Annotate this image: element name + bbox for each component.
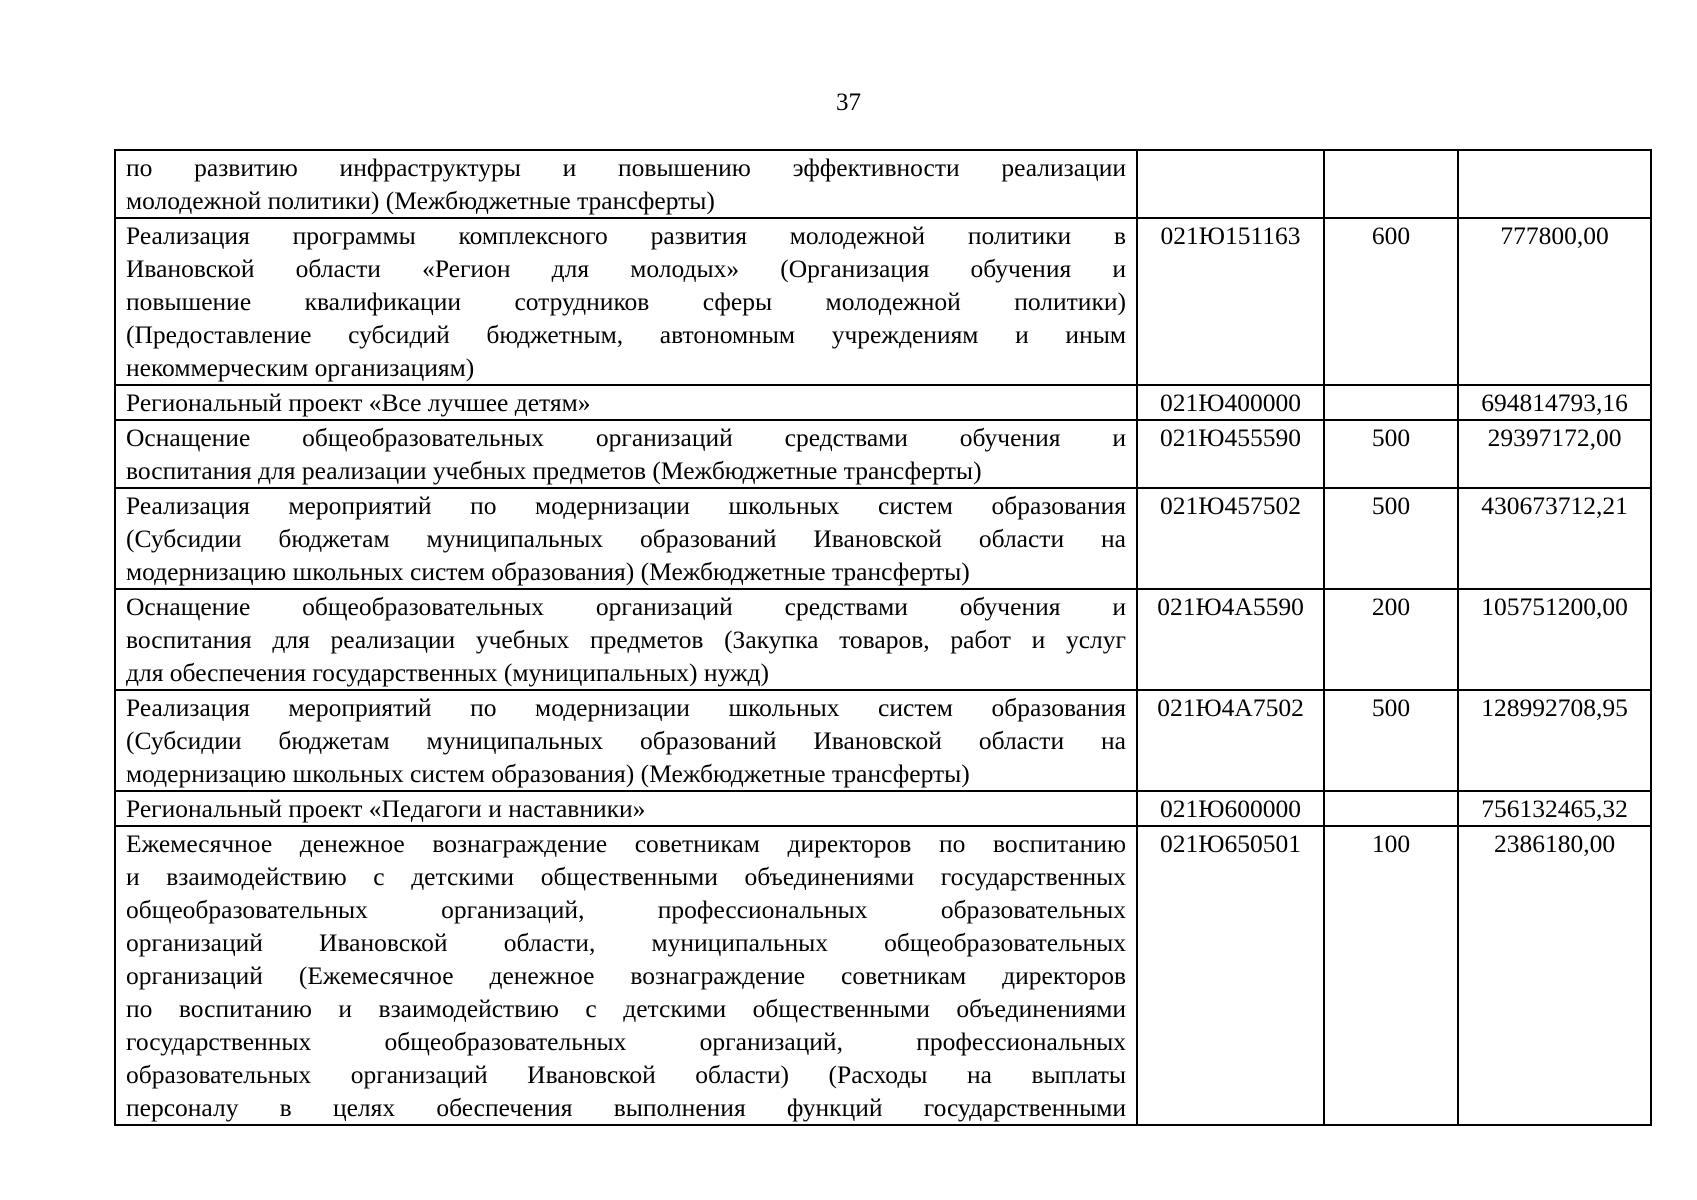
expense-description-cell	[115, 420, 1137, 488]
expense-description-line: повышение квалификации сотрудников сферы молодежной политики)	[126, 287, 1126, 316]
expense-description-line: молодежной политики) (Межбюджетные трансферты)	[126, 186, 715, 215]
table-row	[115, 385, 1651, 420]
table-row	[115, 420, 1651, 488]
target-article-code-cell: 021Ю151163	[1137, 218, 1324, 385]
expense-description-line: Региональный проект «Все лучшее детям»	[126, 388, 591, 417]
table-row	[115, 488, 1651, 589]
expense-description-line: модернизацию школьных систем образования) (Межбюджетные трансферты)	[126, 557, 970, 586]
expense-description-line: организаций (Ежемесячное денежное вознаграждение советникам директоров	[126, 961, 1126, 990]
expense-description-line: (Субсидии бюджетам муниципальных образований Ивановской области на	[126, 524, 1126, 553]
budget-table	[114, 149, 1652, 1126]
expense-type-cell: 500	[1324, 420, 1458, 488]
expense-description-line: общеобразовательных организаций, профессиональных образовательных	[126, 895, 1126, 924]
expense-type-cell: 500	[1324, 690, 1458, 791]
expense-description-line: модернизацию школьных систем образования) (Межбюджетные трансферты)	[126, 759, 970, 788]
expense-description-line: организаций Ивановской области, муниципальных общеобразовательных	[126, 928, 1126, 957]
amount-cell: 777800,00	[1458, 218, 1651, 385]
expense-description-line: воспитания для реализации учебных предметов (Закупка товаров, работ и услуг	[126, 625, 1126, 654]
target-article-code-cell: 021Ю455590	[1137, 420, 1324, 488]
expense-description-line: (Субсидии бюджетам муниципальных образований Ивановской области на	[126, 726, 1126, 755]
table-row	[115, 218, 1651, 385]
expense-description-cell	[115, 218, 1137, 385]
target-article-code-cell: 021Ю457502	[1137, 488, 1324, 589]
expense-description-line: образовательных организаций Ивановской области) (Расходы на выплаты	[126, 1060, 1126, 1089]
expense-description-line: государственных общеобразовательных организаций, профессиональных	[126, 1027, 1126, 1056]
amount-cell	[1458, 150, 1651, 218]
page-number: 37	[836, 89, 861, 116]
expense-description-line: Ежемесячное денежное вознаграждение советникам директоров по воспитанию	[126, 829, 1126, 858]
expense-type-cell	[1324, 150, 1458, 218]
expense-description-cell	[115, 150, 1137, 218]
expense-description-cell	[115, 826, 1137, 1125]
table-row	[115, 690, 1651, 791]
table-row	[115, 791, 1651, 826]
amount-cell: 128992708,95	[1458, 690, 1651, 791]
expense-type-cell: 200	[1324, 589, 1458, 690]
amount-cell: 756132465,32	[1458, 791, 1651, 826]
expense-description-line: Реализация мероприятий по модернизации школьных систем образования	[126, 693, 1126, 722]
expense-type-cell: 100	[1324, 826, 1458, 1125]
table-row	[115, 150, 1651, 218]
expense-description-line: по развитию инфраструктуры и повышению эффективности реализации	[126, 153, 1126, 182]
expense-description-cell	[115, 385, 1137, 420]
amount-cell: 430673712,21	[1458, 488, 1651, 589]
expense-description-line: по воспитанию и взаимодействию с детскими общественными объединениями	[126, 994, 1126, 1023]
expense-description-line: некоммерческим организациям)	[126, 353, 475, 382]
expense-description-line: Реализация мероприятий по модернизации школьных систем образования	[126, 491, 1126, 520]
expense-type-cell: 600	[1324, 218, 1458, 385]
expense-description-cell	[115, 791, 1137, 826]
expense-description-line: Региональный проект «Педагоги и наставники»	[126, 794, 646, 823]
amount-cell: 29397172,00	[1458, 420, 1651, 488]
expense-type-cell	[1324, 791, 1458, 826]
expense-description-line: Ивановской области «Регион для молодых» (Организация обучения и	[126, 254, 1126, 283]
target-article-code-cell: 021Ю600000	[1137, 791, 1324, 826]
expense-description-line: воспитания для реализации учебных предметов (Межбюджетные трансферты)	[126, 456, 982, 485]
target-article-code-cell: 021Ю4А5590	[1137, 589, 1324, 690]
expense-description-line: Оснащение общеобразовательных организаций средствами обучения и	[126, 592, 1126, 621]
expense-description-cell	[115, 488, 1137, 589]
target-article-code-cell: 021Ю650501	[1137, 826, 1324, 1125]
expense-description-cell	[115, 589, 1137, 690]
table-row	[115, 589, 1651, 690]
expense-description-cell	[115, 690, 1137, 791]
expense-description-line: Оснащение общеобразовательных организаций средствами обучения и	[126, 423, 1126, 452]
expense-type-cell: 500	[1324, 488, 1458, 589]
expense-description-line: и взаимодействию с детскими общественными объединениями государственных	[126, 862, 1126, 891]
expense-description-line: персоналу в целях обеспечения выполнения функций государственными	[126, 1093, 1126, 1122]
target-article-code-cell	[1137, 150, 1324, 218]
target-article-code-cell: 021Ю400000	[1137, 385, 1324, 420]
expense-description-line: Реализация программы комплексного развития молодежной политики в	[126, 221, 1126, 250]
expense-description-line: (Предоставление субсидий бюджетным, автономным учреждениям и иным	[126, 320, 1126, 349]
amount-cell: 105751200,00	[1458, 589, 1651, 690]
expense-description-line: для обеспечения государственных (муниципальных) нужд)	[126, 658, 769, 687]
table-row	[115, 826, 1651, 1125]
amount-cell: 694814793,16	[1458, 385, 1651, 420]
amount-cell: 2386180,00	[1458, 826, 1651, 1125]
target-article-code-cell: 021Ю4А7502	[1137, 690, 1324, 791]
expense-type-cell	[1324, 385, 1458, 420]
budget-table-body	[115, 150, 1651, 1125]
